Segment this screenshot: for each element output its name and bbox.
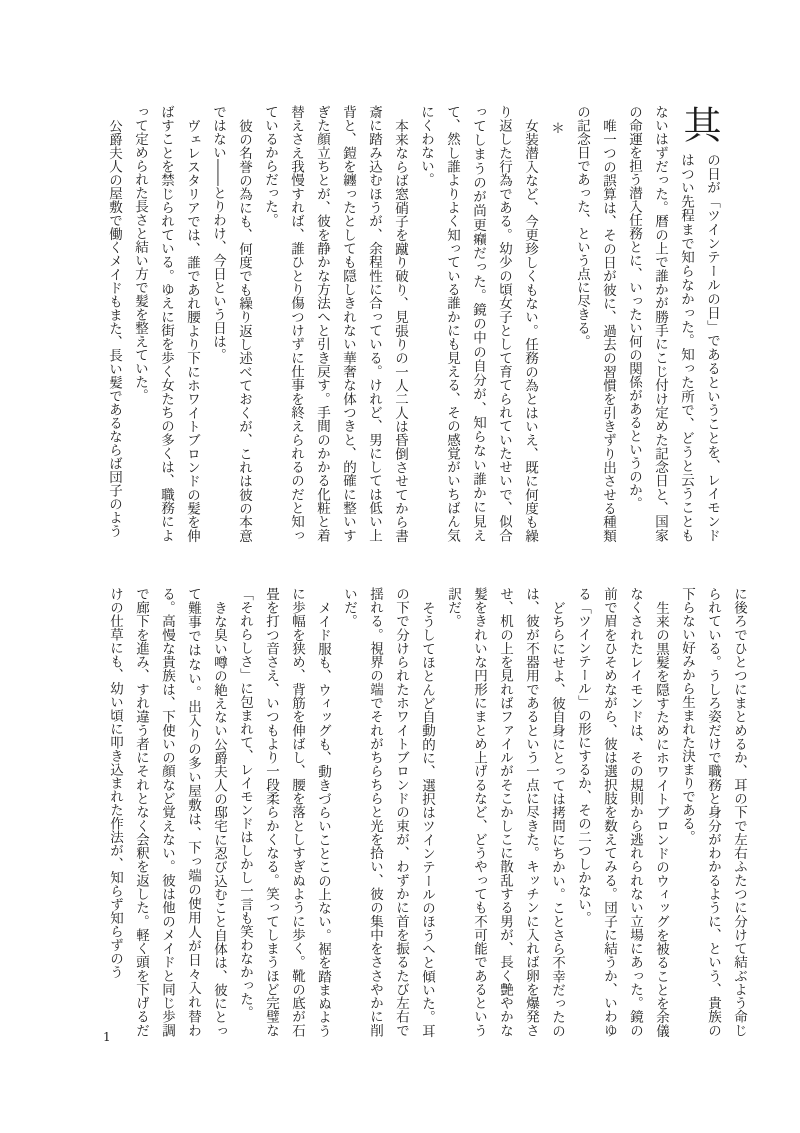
paragraph: 彼の名誉の為にも、何度でも繰り返し述べておくが、これは彼の本意ではない――とりわけ、今日という日は。: [210, 105, 252, 542]
paragraph-continuation: に後ろでひとつにまとめるか、耳の下で左右ふたつに分けて結ぶよう命じられている。うしろ姿だけで職務と身分がわかるように、という、貴族の下らない好みから生まれた決まりである。: [679, 587, 747, 1037]
paragraph: ヴェレスタリアでは、誰であれ腰より下にホワイトブロンドの髪を伸ばすことを禁じられている。ゆえに街を歩く女たちの多くは、職務によって定められた長さと結い方で髪を整えていた。: [132, 105, 200, 542]
paragraph-text: の日が「ツインテールの日」であるということを、レイモンドはつい先程まで知らなかった。知った所で、どうと云うこともないはずだった。暦の上で誰かが勝手にこじ付け定めた記念日と、国家の命運を担う潜入任務とに、いったい何の関係があるというのか。: [626, 105, 720, 542]
paragraph: 女装潜入など、今更珍しくもない。任務の為とはいえ、既に何度も繰り返した行為である。幼少の頃女子として育てられていたせいで、似合ってしまうのが尚更癪だった。鏡の中の自分が、知らない誰かに見えて、然し誰よりよく知っている誰かにも見える、その感覚がいちばん気にくわない。: [418, 105, 538, 542]
drop-cap: 其: [677, 105, 721, 143]
text-block-bottom: [82, 587, 752, 1037]
paragraph: 本来ならば窓硝子を蹴り破り、見張りの一人二人は昏倒させてから書斎に踏み込むほうが、余程性に合っている。けれど、男にしては低い上背と、鎧を纏ったとしても隠しきれない華奢な体つきと、的確に整いすぎた顔立ちとが、彼を静かな方法へと引き戻す。手間のかかる化粧と着替えさえ我慢すれば、誰ひとり傷つけずに仕事を終えられるのだと知っているからだった。: [262, 105, 408, 542]
paragraph: メイド服も、ウィッグも、動きづらいことこの上ない。裾を踏まぬように歩幅を狭め、背筋を伸ばし、腰を落としすぎぬように歩く。靴の底が石畳を打つ音さえ、いつもより一段柔らかくなる。笑ってしまうほど完璧な「それらしさ」に包まれて、レイモンドはしかし一言も笑わなかった。: [237, 587, 331, 1037]
text-block-top: [85, 105, 725, 542]
paragraph: [621, 105, 725, 542]
paragraph: 生来の黒髪を隠すためにホワイトブロンドのウィッグを被ることを余儀なくされたレイモンドは、その規則から逃れられない立場にあった。鏡の前で眉をひそめながら、彼は選択肢を数えてみる。団子に結うか、いわゆる「ツインテール」の形にするか、その二つしかない。: [575, 587, 669, 1037]
section-break-asterisk: ＊: [548, 121, 564, 135]
paragraph: そうしてほとんど自動的に、選択はツインテールのほうへと傾いた。耳の下で分けられたホワイトブロンドの束が、わずかに首を振るたび左右で揺れる。視界の端でそれがちらちらと光を拾い、彼の集中をささやかに削いだ。: [341, 587, 435, 1037]
paragraph: どちらにせよ、彼自身にとっては拷問にちかい。ことさら不幸だったのは、彼が不器用であるという一点に尽きた。キッチンに入れば卵を爆発させ、机の上を見ればファイルがそこかしこに散乱する男が、長く艶やかな髪をきれいな円形にまとめ上げるなど、どうやっても不可能であるという訳だ。: [445, 587, 565, 1037]
paragraph: きな臭い噂の絶えない公爵夫人の邸宅に忍び込むこと自体は、彼にとって難事ではない。出入りの多い屋敷は、下っ端の使用人が日々入れ替わる。高慢な貴族は、下使いの顔など覚えない。彼は他のメイドと同じ歩調で廊下を進み、すれ違う者にそれとなく会釈を返した。軽く頭を下げるだけの仕草にも、幼い頃に叩き込まれた作法が、知らず知らずのう: [107, 587, 227, 1037]
paragraph: 唯一つの誤算は、その日が彼に、過去の習慣を引きずり出させる種類の記念日であった、という点に尽きる。: [574, 105, 616, 542]
paragraph: 公爵夫人の屋敷で働くメイドもまた、長い髪であるならば団子のよう: [106, 118, 122, 537]
page-number: 1: [103, 1030, 111, 1044]
